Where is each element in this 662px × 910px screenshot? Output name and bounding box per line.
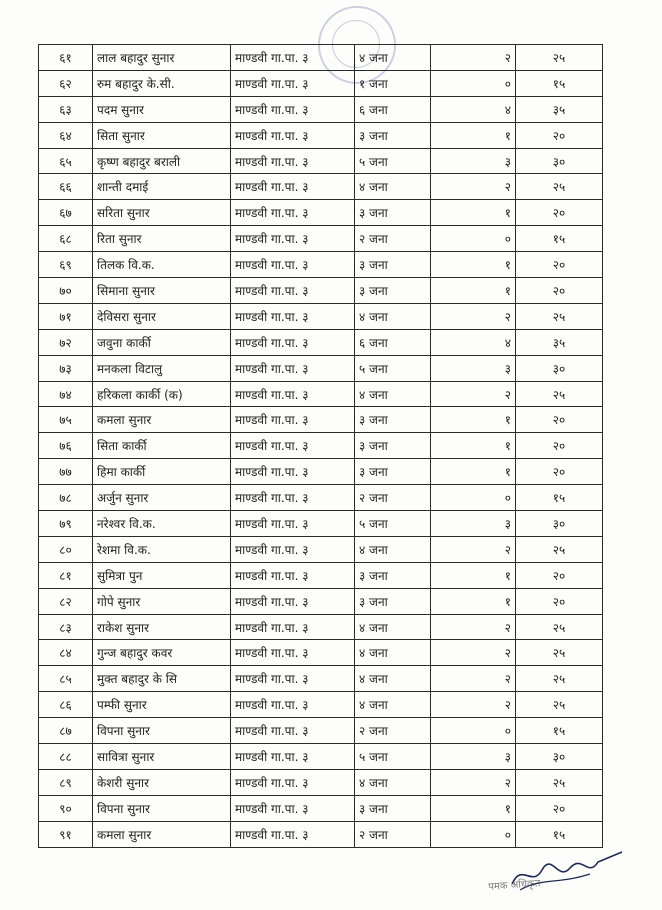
table-row <box>39 122 603 148</box>
serial-number-cell: ७३ <box>39 355 93 381</box>
address-cell: माण्डवी गा.पा. ३ <box>231 329 355 355</box>
address-cell: माण्डवी गा.पा. ३ <box>231 821 355 847</box>
address-cell: माण्डवी गा.पा. ३ <box>231 303 355 329</box>
serial-number-cell: ८१ <box>39 562 93 588</box>
amount-cell: १५ <box>516 485 603 511</box>
address-cell: माण्डवी गा.पा. ३ <box>231 96 355 122</box>
serial-number-cell: ८२ <box>39 588 93 614</box>
table-row <box>39 511 603 537</box>
address-cell: माण्डवी गा.पा. ३ <box>231 45 355 71</box>
count-cell: ३ <box>431 148 516 174</box>
name-cell: सिता कार्की <box>93 433 231 459</box>
address-cell: माण्डवी गा.पा. ३ <box>231 536 355 562</box>
table-row <box>39 407 603 433</box>
amount-cell: ३५ <box>516 96 603 122</box>
name-cell: रिता सुनार <box>93 226 231 252</box>
amount-cell: २५ <box>516 666 603 692</box>
name-cell: रेशमा वि.क. <box>93 536 231 562</box>
name-cell: राकेश सुनार <box>93 614 231 640</box>
family-members-cell: ३ जना <box>355 562 431 588</box>
family-members-cell: २ जना <box>355 718 431 744</box>
count-cell: २ <box>431 381 516 407</box>
address-cell: माण्डवी गा.पा. ३ <box>231 640 355 666</box>
serial-number-cell: ६८ <box>39 226 93 252</box>
family-members-cell: ४ जना <box>355 303 431 329</box>
count-cell: १ <box>431 562 516 588</box>
name-cell: सरिता सुनार <box>93 200 231 226</box>
count-cell: १ <box>431 795 516 821</box>
family-members-cell: ३ जना <box>355 795 431 821</box>
name-cell: विपना सुनार <box>93 718 231 744</box>
serial-number-cell: ६६ <box>39 174 93 200</box>
family-members-cell: ३ जना <box>355 278 431 304</box>
address-cell: माण्डवी गा.पा. ३ <box>231 70 355 96</box>
amount-cell: २५ <box>516 640 603 666</box>
table-row <box>39 795 603 821</box>
amount-cell: २० <box>516 122 603 148</box>
serial-number-cell: ७० <box>39 278 93 304</box>
name-cell: गोपे सुनार <box>93 588 231 614</box>
address-cell: माण्डवी गा.पा. ३ <box>231 226 355 252</box>
family-members-cell: ४ जना <box>355 640 431 666</box>
address-cell: माण्डवी गा.पा. ३ <box>231 122 355 148</box>
family-members-cell: ३ जना <box>355 252 431 278</box>
address-cell: माण्डवी गा.पा. ३ <box>231 485 355 511</box>
family-members-cell: २ जना <box>355 485 431 511</box>
address-cell: माण्डवी गा.पा. ३ <box>231 795 355 821</box>
serial-number-cell: ७१ <box>39 303 93 329</box>
count-cell: २ <box>431 640 516 666</box>
address-cell: माण्डवी गा.पा. ३ <box>231 769 355 795</box>
serial-number-cell: ७८ <box>39 485 93 511</box>
address-cell: माण्डवी गा.पा. ३ <box>231 588 355 614</box>
count-cell: ३ <box>431 355 516 381</box>
address-cell: माण्डवी गा.पा. ३ <box>231 407 355 433</box>
serial-number-cell: ७७ <box>39 459 93 485</box>
family-members-cell: ५ जना <box>355 511 431 537</box>
amount-cell: २५ <box>516 303 603 329</box>
name-cell: रुम बहादुर के.सी. <box>93 70 231 96</box>
name-cell: शान्ती दमाई <box>93 174 231 200</box>
family-members-cell: ३ जना <box>355 433 431 459</box>
count-cell: १ <box>431 252 516 278</box>
amount-cell: २० <box>516 433 603 459</box>
table-row <box>39 174 603 200</box>
amount-cell: २० <box>516 459 603 485</box>
amount-cell: १५ <box>516 821 603 847</box>
table-row <box>39 821 603 847</box>
amount-cell: २० <box>516 562 603 588</box>
amount-cell: १५ <box>516 718 603 744</box>
count-cell: १ <box>431 278 516 304</box>
address-cell: माण्डवी गा.पा. ३ <box>231 433 355 459</box>
amount-cell: ३० <box>516 511 603 537</box>
serial-number-cell: ६१ <box>39 45 93 71</box>
signatory-title: पमक अधिकृत <box>487 878 541 893</box>
amount-cell: २५ <box>516 536 603 562</box>
family-members-cell: १ जना <box>355 70 431 96</box>
family-members-cell: ४ जना <box>355 692 431 718</box>
name-cell: कमला सुनार <box>93 821 231 847</box>
serial-number-cell: ६२ <box>39 70 93 96</box>
count-cell: ३ <box>431 511 516 537</box>
name-cell: तिलक वि.क. <box>93 252 231 278</box>
count-cell: ० <box>431 821 516 847</box>
table-row <box>39 70 603 96</box>
table-row <box>39 355 603 381</box>
count-cell: १ <box>431 407 516 433</box>
amount-cell: ३० <box>516 744 603 770</box>
count-cell: १ <box>431 200 516 226</box>
serial-number-cell: ७२ <box>39 329 93 355</box>
serial-number-cell: ८६ <box>39 692 93 718</box>
count-cell: २ <box>431 666 516 692</box>
count-cell: २ <box>431 692 516 718</box>
count-cell: २ <box>431 614 516 640</box>
family-members-cell: ६ जना <box>355 329 431 355</box>
table-row <box>39 226 603 252</box>
family-members-cell: ५ जना <box>355 744 431 770</box>
count-cell: २ <box>431 45 516 71</box>
serial-number-cell: ७९ <box>39 511 93 537</box>
address-cell: माण्डवी गा.पा. ३ <box>231 252 355 278</box>
table-row <box>39 666 603 692</box>
address-cell: माण्डवी गा.पा. ३ <box>231 718 355 744</box>
name-cell: देविसरा सुनार <box>93 303 231 329</box>
name-cell: मनकला विटालु <box>93 355 231 381</box>
count-cell: १ <box>431 122 516 148</box>
serial-number-cell: ६३ <box>39 96 93 122</box>
table-row <box>39 278 603 304</box>
family-members-cell: ४ जना <box>355 45 431 71</box>
name-cell: मुक्त बहादुर के सि <box>93 666 231 692</box>
address-cell: माण्डवी गा.पा. ३ <box>231 381 355 407</box>
address-cell: माण्डवी गा.पा. ३ <box>231 614 355 640</box>
table-row <box>39 536 603 562</box>
family-members-cell: ३ जना <box>355 122 431 148</box>
name-cell: सुमित्रा पुन <box>93 562 231 588</box>
table-row <box>39 588 603 614</box>
address-cell: माण्डवी गा.पा. ३ <box>231 666 355 692</box>
name-cell: विपना सुनार <box>93 795 231 821</box>
family-members-cell: ३ जना <box>355 459 431 485</box>
count-cell: १ <box>431 433 516 459</box>
family-members-cell: ६ जना <box>355 96 431 122</box>
address-cell: माण्डवी गा.पा. ३ <box>231 744 355 770</box>
table-row <box>39 718 603 744</box>
family-members-cell: ३ जना <box>355 200 431 226</box>
serial-number-cell: ८८ <box>39 744 93 770</box>
family-members-cell: ४ जना <box>355 536 431 562</box>
name-cell: सावित्रा सुनार <box>93 744 231 770</box>
count-cell: १ <box>431 588 516 614</box>
count-cell: ३ <box>431 744 516 770</box>
address-cell: माण्डवी गा.पा. ३ <box>231 355 355 381</box>
name-cell: जवुना कार्की <box>93 329 231 355</box>
name-cell: कृष्ण बहादुर बराली <box>93 148 231 174</box>
family-members-cell: ५ जना <box>355 148 431 174</box>
amount-cell: २५ <box>516 174 603 200</box>
count-cell: २ <box>431 174 516 200</box>
name-cell: अर्जुन सुनार <box>93 485 231 511</box>
address-cell: माण्डवी गा.पा. ३ <box>231 200 355 226</box>
serial-number-cell: ६९ <box>39 252 93 278</box>
amount-cell: ३० <box>516 148 603 174</box>
family-members-cell: ४ जना <box>355 174 431 200</box>
table-row <box>39 744 603 770</box>
serial-number-cell: ६७ <box>39 200 93 226</box>
table-row <box>39 769 603 795</box>
count-cell: २ <box>431 303 516 329</box>
address-cell: माण्डवी गा.पा. ३ <box>231 692 355 718</box>
amount-cell: २० <box>516 407 603 433</box>
family-members-cell: २ जना <box>355 226 431 252</box>
table-row <box>39 252 603 278</box>
table-row <box>39 45 603 71</box>
table-row <box>39 148 603 174</box>
address-cell: माण्डवी गा.पा. ३ <box>231 459 355 485</box>
table-row <box>39 96 603 122</box>
family-members-cell: ३ जना <box>355 407 431 433</box>
table-row <box>39 485 603 511</box>
serial-number-cell: ९१ <box>39 821 93 847</box>
serial-number-cell: ७६ <box>39 433 93 459</box>
count-cell: २ <box>431 536 516 562</box>
amount-cell: २० <box>516 252 603 278</box>
amount-cell: २० <box>516 278 603 304</box>
amount-cell: १५ <box>516 226 603 252</box>
serial-number-cell: ७४ <box>39 381 93 407</box>
family-members-cell: ३ जना <box>355 588 431 614</box>
table-row <box>39 329 603 355</box>
amount-cell: २० <box>516 200 603 226</box>
table-row <box>39 640 603 666</box>
family-members-cell: ४ जना <box>355 614 431 640</box>
table-row <box>39 614 603 640</box>
amount-cell: २५ <box>516 614 603 640</box>
amount-cell: १५ <box>516 70 603 96</box>
amount-cell: ३५ <box>516 329 603 355</box>
table-row <box>39 459 603 485</box>
name-cell: हरिकला कार्की (क) <box>93 381 231 407</box>
amount-cell: २५ <box>516 769 603 795</box>
serial-number-cell: ८४ <box>39 640 93 666</box>
address-cell: माण्डवी गा.पा. ३ <box>231 562 355 588</box>
name-cell: केशरी सुनार <box>93 769 231 795</box>
count-cell: ० <box>431 718 516 744</box>
beneficiary-table <box>38 44 603 848</box>
serial-number-cell: ८७ <box>39 718 93 744</box>
count-cell: ४ <box>431 329 516 355</box>
count-cell: २ <box>431 769 516 795</box>
address-cell: माण्डवी गा.पा. ३ <box>231 174 355 200</box>
name-cell: सिमाना सुनार <box>93 278 231 304</box>
name-cell: लाल बहादुर सुनार <box>93 45 231 71</box>
table-row <box>39 692 603 718</box>
serial-number-cell: ८९ <box>39 769 93 795</box>
name-cell: सिता सुनार <box>93 122 231 148</box>
family-members-cell: ४ जना <box>355 381 431 407</box>
table-row <box>39 381 603 407</box>
table-row <box>39 562 603 588</box>
amount-cell: २५ <box>516 692 603 718</box>
name-cell: पदम सुनार <box>93 96 231 122</box>
count-cell: ० <box>431 70 516 96</box>
serial-number-cell: ८० <box>39 536 93 562</box>
serial-number-cell: ९० <box>39 795 93 821</box>
name-cell: कमला सुनार <box>93 407 231 433</box>
name-cell: नरेश्वर वि.क. <box>93 511 231 537</box>
family-members-cell: ४ जना <box>355 666 431 692</box>
family-members-cell: २ जना <box>355 821 431 847</box>
count-cell: १ <box>431 459 516 485</box>
count-cell: ० <box>431 226 516 252</box>
serial-number-cell: ६४ <box>39 122 93 148</box>
name-cell: पम्फी सुनार <box>93 692 231 718</box>
table-row <box>39 433 603 459</box>
table-row <box>39 303 603 329</box>
count-cell: ० <box>431 485 516 511</box>
serial-number-cell: ८३ <box>39 614 93 640</box>
address-cell: माण्डवी गा.पा. ३ <box>231 278 355 304</box>
amount-cell: २५ <box>516 381 603 407</box>
serial-number-cell: ७५ <box>39 407 93 433</box>
amount-cell: २५ <box>516 45 603 71</box>
name-cell: गुन्ज बहादुर कवर <box>93 640 231 666</box>
amount-cell: ३० <box>516 355 603 381</box>
table-row <box>39 200 603 226</box>
family-members-cell: ५ जना <box>355 355 431 381</box>
address-cell: माण्डवी गा.पा. ३ <box>231 148 355 174</box>
family-members-cell: ४ जना <box>355 769 431 795</box>
serial-number-cell: ८५ <box>39 666 93 692</box>
amount-cell: २० <box>516 588 603 614</box>
address-cell: माण्डवी गा.पा. ३ <box>231 511 355 537</box>
serial-number-cell: ६५ <box>39 148 93 174</box>
amount-cell: २० <box>516 795 603 821</box>
name-cell: हिमा कार्की <box>93 459 231 485</box>
count-cell: ४ <box>431 96 516 122</box>
